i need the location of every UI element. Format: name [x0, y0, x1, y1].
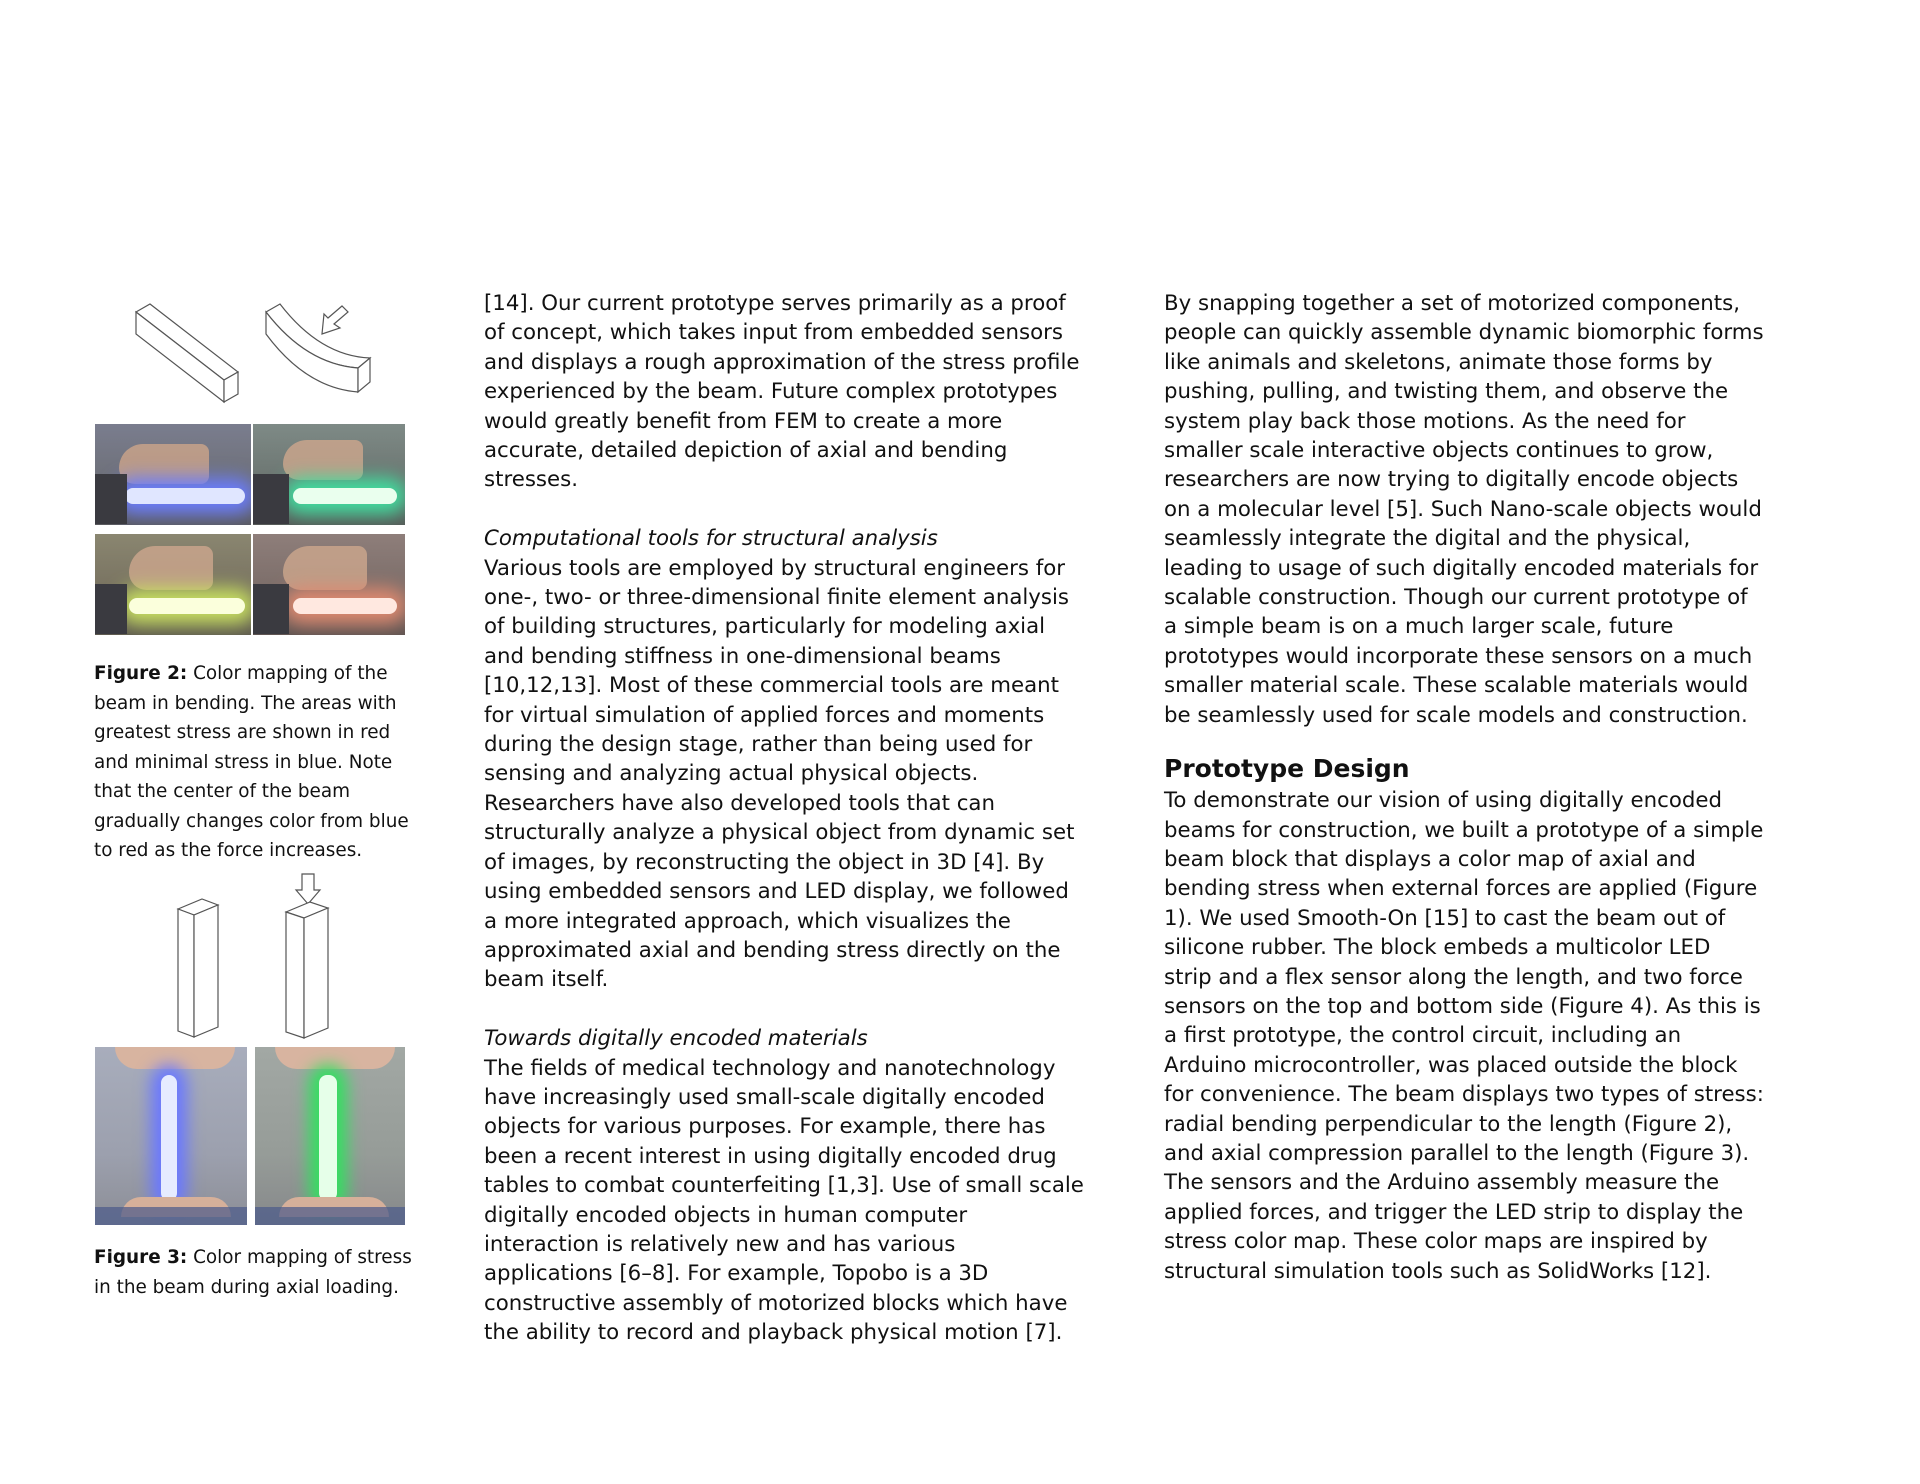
right-paragraph-2: To demonstrate our vision of using digitally encoded beams for construction, we built a prototype of a simple beam block that displays a color map of axial and bending stress when external forces are applied (Figure 1). We used Smooth-On [15] to cast the beam out of silicone rubber. The block embeds a multicolor LED strip and a flex sensor along the length, and two force sensors on the top and bottom side (Figure 4). As this is a first prototype, the control circuit, including an Arduino microcontroller, was placed outside the block for convenience. The beam displays two types of stress: radial bending perpendicular to the length (Figure 2), and axial compression parallel to the length (Figure 3). The sensors and the Arduino assembly measure the applied forces, and trigger the LED strip to display the stress color map. These color maps are inspired by structural simulation tools such as SolidWorks [12].: [1164, 788, 1764, 1284]
figure3-label: Figure 3:: [94, 1247, 188, 1268]
figure3-caption-text: Color mapping of stress in the beam during axial loading.: [94, 1247, 412, 1298]
subheading-digitally-encoded-materials: Towards digitally encoded materials: [484, 1026, 868, 1052]
figure2-photo-yellow: [95, 534, 251, 635]
figure2-caption: [94, 659, 424, 866]
figure3-column-sketch: [172, 895, 224, 1041]
figure3-photo-green: [255, 1047, 405, 1225]
led-strip: [129, 598, 245, 614]
section-heading-prototype-design: Prototype Design: [1164, 754, 1410, 784]
middle-paragraph-3: The fields of medical technology and nanotechnology have increasingly used small-scale digitally encoded objects for various purposes. For example, there has been a recent interest in using digitally encoded drug tables to combat counterfeiting [1,3]. Use of small scale digitally encoded objects in human computer interaction is relatively new and has various applications [6–8]. For example, Topobo is a 3D constructive assembly of motorized blocks which have the ability to record and playback physical motion [7].: [484, 1055, 1084, 1346]
middle-paragraph-2: Various tools are employed by structural engineers for one-, two- or three-dimensional finite element analysis of building structures, particularly for modeling axial and bending stiffness in one-dimensional beams [10,12,13]. Most of these commercial tools are meant for virtual simulation of applied forces and moments during the design stage, rather than being used for sensing and analyzing actual physical objects. Researchers have also developed tools that can structurally analyze a physical object from dynamic set of images, by reconstructing the object in 3D [4]. By using embedded sensors and LED display, we followed a more integrated approach, which visualizes the approximated axial and bending stress directly on the beam itself.: [484, 555, 1075, 993]
middle-column: [484, 289, 1084, 1348]
figure2-photo-red: [253, 534, 405, 635]
figure2-photo-blue: [95, 424, 251, 525]
arrow-icon: [322, 306, 348, 334]
figure2-beam-sketch: [128, 298, 248, 408]
figure2-caption-text: Color mapping of the beam in bending. The areas with greatest stress are shown in red and minimal stress in blue. Note that the center of the beam gradually changes color from blue to red as the force increases.: [94, 663, 409, 861]
led-strip: [125, 488, 245, 504]
led-strip: [161, 1075, 177, 1201]
figure2-photo-green: [253, 424, 405, 525]
led-strip: [293, 488, 397, 504]
right-paragraph-1: By snapping together a set of motorized components, people can quickly assemble dynamic biomorphic forms like animals and skeletons, animate those forms by pushing, pulling, and twisting them, and observe the system play back those motions. As the need for smaller scale interactive objects continues to grow, researchers are now trying to digitally encode objects on a molecular level [5]. Such Nano-scale objects would seamlessly integrate the digital and the physical, leading to usage of such digitally encoded materials for scalable construction. Though our current prototype of a simple beam is on a much larger scale, future prototypes would incorporate these sensors on a much smaller material scale. These scalable materials would be seamlessly used for scale models and construction.: [1164, 291, 1764, 728]
figure2-label: Figure 2:: [94, 663, 188, 684]
led-strip: [319, 1075, 337, 1201]
figure3-loaded-column-sketch: [280, 872, 336, 1042]
figure3-photo-blue: [95, 1047, 247, 1225]
right-column: [1164, 289, 1764, 1286]
figure3-caption: [94, 1243, 424, 1302]
middle-paragraph-1: [14]. Our current prototype serves primarily as a proof of concept, which takes input from embedded sensors and displays a rough approximation of the stress profile experienced by the beam. Future complex prototypes would greatly benefit from FEM to create a more accurate, detailed depiction of axial and bending stresses.: [484, 291, 1080, 493]
figure2-bent-beam-sketch: [262, 298, 378, 408]
subheading-computational-tools: Computational tools for structural analysis: [484, 526, 938, 552]
led-strip: [293, 598, 397, 614]
arrow-down-icon: [296, 874, 320, 904]
